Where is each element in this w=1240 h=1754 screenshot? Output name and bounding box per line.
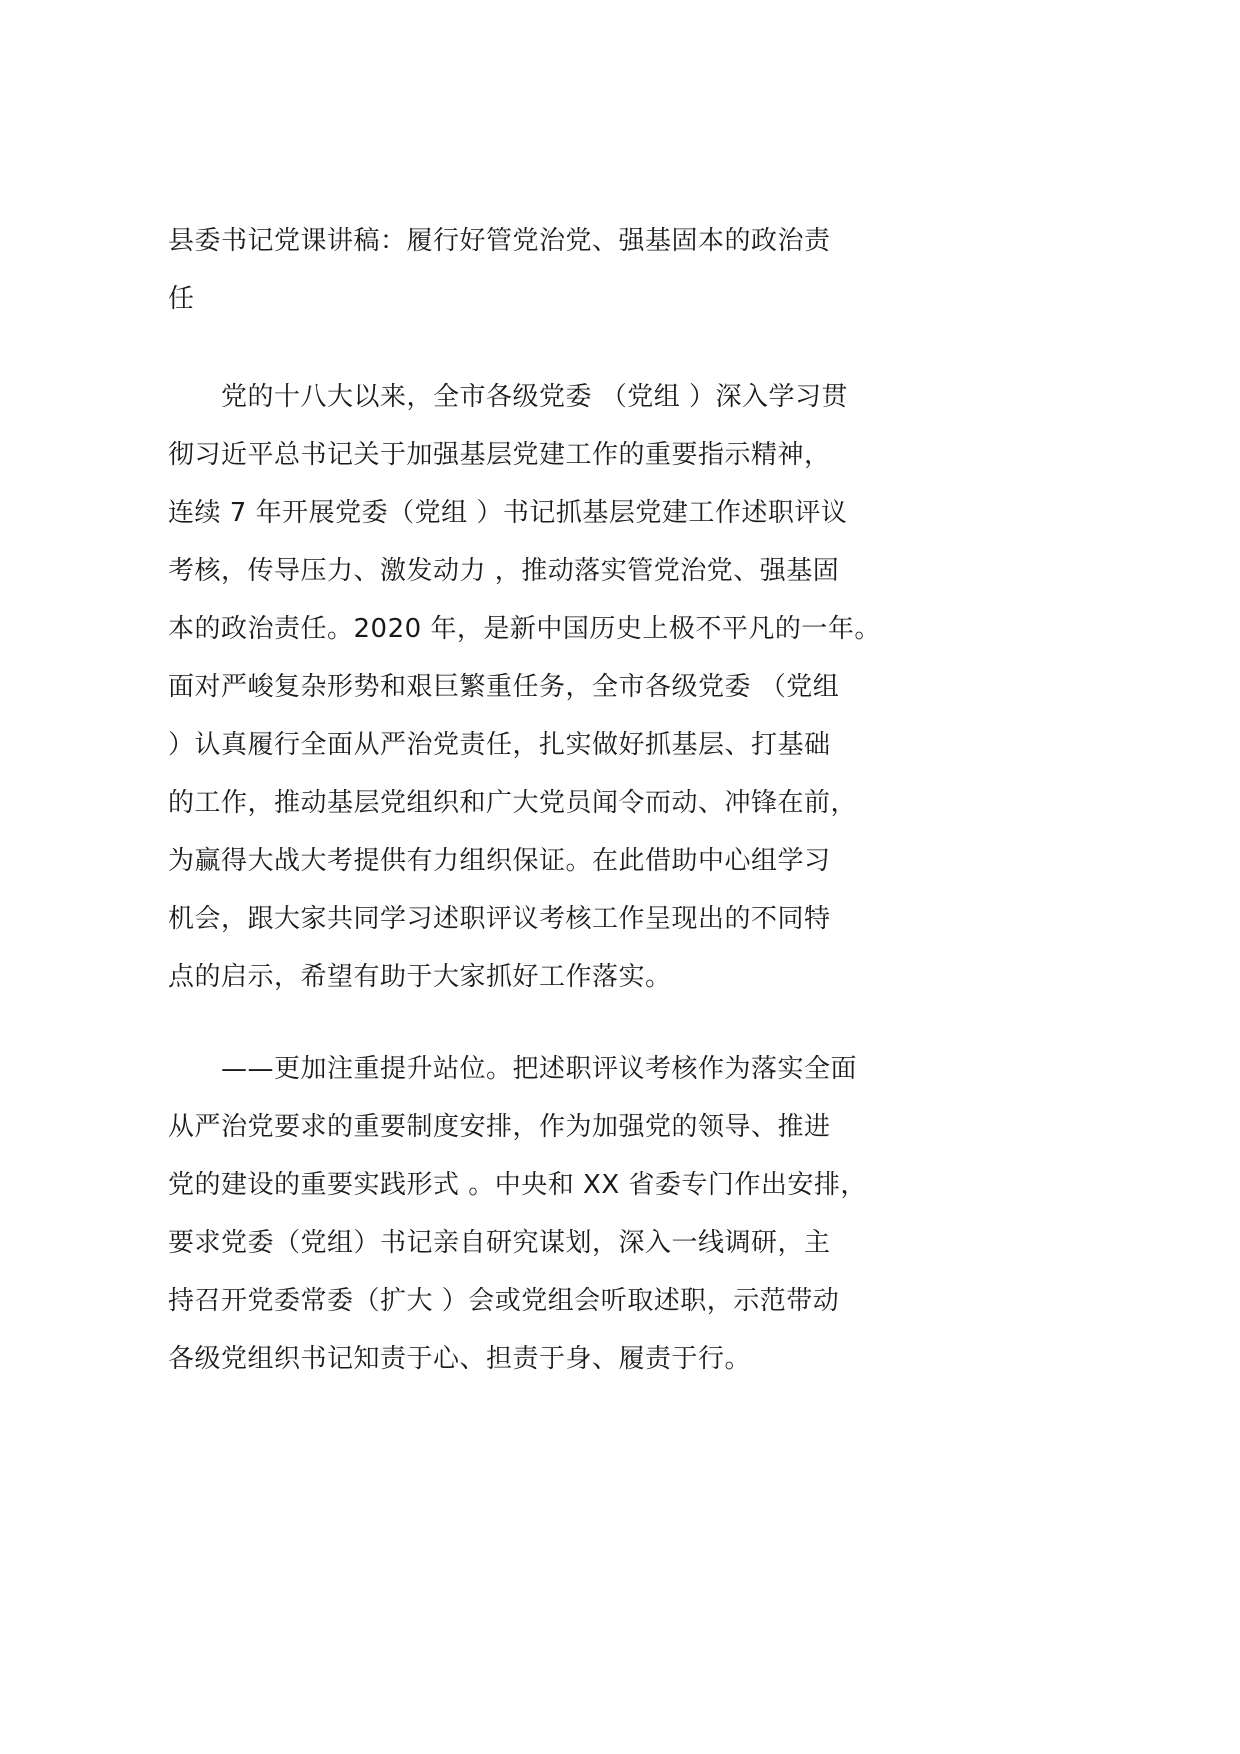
paragraph-line: 持召开党委常委（扩大 ）会或党组会听取述职，示范带动 [168, 1286, 840, 1316]
title-line: 县委书记党课讲稿：履行好管党治党、强基固本的政治责 [168, 226, 831, 256]
paragraph-line: 本的政治责任。2020 年，是新中国历史上极不平凡的一年。 [168, 614, 881, 644]
paragraph-line: 面对严峻复杂形势和艰巨繁重任务，全市各级党委 （党组 [168, 672, 840, 702]
paragraph-line: 的工作，推动基层党组织和广大党员闻令而动、冲锋在前， [168, 788, 858, 818]
document-title [168, 212, 928, 328]
paragraph-line: 连续 7 年开展党委（党组 ）书记抓基层党建工作述职评议 [168, 498, 848, 528]
paragraph-line: 各级党组织书记知责于心、担责于身、履责于行。 [168, 1344, 752, 1374]
paragraph-line: 为赢得大战大考提供有力组织保证。在此借助中心组学习 [168, 846, 831, 876]
paragraph-stance [168, 1040, 958, 1388]
paragraph-line: 党的建设的重要实践形式 。中央和 XX 省委专门作出安排， [168, 1170, 867, 1200]
paragraph-line: 点的启示，希望有助于大家抓好工作落实。 [168, 962, 672, 992]
paragraph-line: 要求党委（党组）书记亲自研究谋划，深入一线调研，主 [168, 1228, 831, 1258]
paragraph-line: 彻习近平总书记关于加强基层党建工作的重要指示精神， [168, 440, 831, 470]
paragraph-line: ）认真履行全面从严治党责任，扎实做好抓基层、打基础 [168, 730, 831, 760]
paragraph-intro [168, 368, 958, 1006]
title-line: 任 [168, 284, 195, 314]
paragraph-line: 从严治党要求的重要制度安排，作为加强党的领导、推进 [168, 1112, 831, 1142]
paragraph-line: 考核，传导压力、激发动力 ，推动落实管党治党、强基固 [168, 556, 840, 586]
paragraph-line: 机会，跟大家共同学习述职评议考核工作呈现出的不同特 [168, 904, 831, 934]
paragraph-line: 党的十八大以来，全市各级党委 （党组 ）深入学习贯 [168, 382, 849, 412]
paragraph-line: ——更加注重提升站位。把述职评议考核作为落实全面 [168, 1054, 858, 1084]
